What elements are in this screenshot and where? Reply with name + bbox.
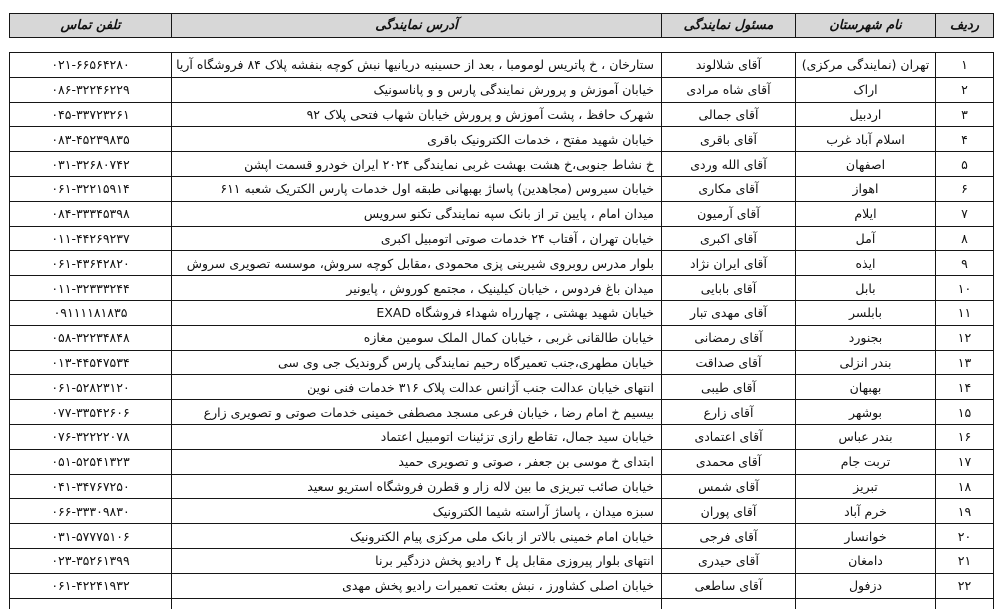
address-cell: ستارخان ، خ پاتریس لومومبا ، بعد از حسینیه دریانیها نبش کوچه بنفشه پلاک ۸۴ فروشگاه آریا xyxy=(172,53,662,78)
empty-cell xyxy=(172,598,662,609)
city-cell: بابلسر xyxy=(796,300,936,325)
table-row xyxy=(10,524,994,549)
city-cell: تربت جام xyxy=(796,449,936,474)
table-row xyxy=(10,226,994,251)
header-address: آدرس نمایندگی xyxy=(172,14,662,38)
address-cell: خیابان تهران ، آفتاب ۲۴ خدمات صوتی اتومبیل اکبری xyxy=(172,226,662,251)
phone-cell xyxy=(10,424,172,449)
phone-cell xyxy=(10,226,172,251)
address-cell: خ نشاط جنوبی،خ هشت بهشت غربی نمایندگی ۲۰۲۴ ایران خودرو قسمت اپشن xyxy=(172,152,662,177)
phone-number: ۰۷۷-۳۳۵۴۲۶۰۶ xyxy=(51,404,130,420)
phone-cell xyxy=(10,176,172,201)
phone-cell xyxy=(10,449,172,474)
row-number-cell: ۲ xyxy=(936,77,994,102)
manager-cell: آقای اعتمادی xyxy=(662,424,796,449)
header-phone: تلفن تماس xyxy=(10,14,172,38)
manager-cell: آقای ایران نژاد xyxy=(662,251,796,276)
row-number-cell: ۱۸ xyxy=(936,474,994,499)
phone-number: ۰۳۱-۵۷۷۷۵۱۰۶ xyxy=(51,528,130,544)
row-number-cell: ۱۰ xyxy=(936,276,994,301)
row-number-cell: ۴ xyxy=(936,127,994,152)
phone-number: ۰۴۵-۳۳۷۲۳۲۶۱ xyxy=(51,106,130,122)
city-cell: بابل xyxy=(796,276,936,301)
row-number-cell: ۱۷ xyxy=(936,449,994,474)
row-number-cell: ۵ xyxy=(936,152,994,177)
manager-cell: آقای زارع xyxy=(662,400,796,425)
address-cell: خیابان امام خمینی بالاتر از بانک ملی مرکزی پیام الکترونیک xyxy=(172,524,662,549)
header-manager: مسئول نمایندگی xyxy=(662,14,796,38)
representatives-table-header xyxy=(9,13,994,38)
table-row xyxy=(10,400,994,425)
empty-cell xyxy=(10,598,172,609)
phone-cell xyxy=(10,300,172,325)
phone-cell xyxy=(10,474,172,499)
phone-number: ۰۹۱۱۱۱۸۱۸۳۵ xyxy=(53,305,128,321)
row-number-cell: ۹ xyxy=(936,251,994,276)
manager-cell: آقای صداقت xyxy=(662,350,796,375)
table-row xyxy=(10,474,994,499)
row-number-cell: ۸ xyxy=(936,226,994,251)
phone-cell xyxy=(10,325,172,350)
phone-number: ۰۱۳-۴۴۵۴۷۵۳۴ xyxy=(51,354,130,370)
address-cell: خیابان مطهری،جنب تعمیرگاه رحیم نمایندگی پارس گروندیک جی وی سی xyxy=(172,350,662,375)
city-cell: اصفهان xyxy=(796,152,936,177)
table-row xyxy=(10,300,994,325)
address-cell: خیابان صائب تبریزی ما بین لاله زار و قطرن فروشگاه استریو سعید xyxy=(172,474,662,499)
table-row xyxy=(10,350,994,375)
phone-number: ۰۵۸-۳۲۲۳۴۸۴۸ xyxy=(51,330,130,346)
phone-number: ۰۶۱-۵۲۸۲۳۱۲۰ xyxy=(51,379,130,395)
table-row xyxy=(10,176,994,201)
manager-cell: آقای طیبی xyxy=(662,375,796,400)
manager-cell: آقای محمدی xyxy=(662,449,796,474)
table-row xyxy=(10,127,994,152)
empty-cell xyxy=(796,598,936,609)
phone-number: ۰۶۱-۴۲۲۴۱۹۳۲ xyxy=(51,578,130,594)
address-cell: بلوار مدرس روبروی شیرینی پزی محمودی ،مقابل کوچه سروش، موسسه تصویری سروش xyxy=(172,251,662,276)
city-cell: خرم آباد xyxy=(796,499,936,524)
manager-cell: آقای آرمیون xyxy=(662,201,796,226)
address-cell: شهرک حافظ ، پشت آموزش و پرورش خیابان شهاب فتحی پلاک ۹۲ xyxy=(172,102,662,127)
phone-number: ۰۸۶-۳۲۲۴۶۲۲۹ xyxy=(51,82,130,98)
city-cell: اسلام آباد غرب xyxy=(796,127,936,152)
manager-cell: آقای شمس xyxy=(662,474,796,499)
header-row-number: ردیف xyxy=(936,14,994,38)
row-number-cell: ۱۱ xyxy=(936,300,994,325)
address-cell: میدان امام ، پایین تر از بانک سپه نمایندگی تکنو سرویس xyxy=(172,201,662,226)
manager-cell: آقای شاه مرادی xyxy=(662,77,796,102)
manager-cell: آقای شلالوند xyxy=(662,53,796,78)
city-cell: تبریز xyxy=(796,474,936,499)
phone-number: ۰۱۱-۴۴۲۶۹۲۳۷ xyxy=(51,230,130,246)
row-number-cell: ۷ xyxy=(936,201,994,226)
city-cell: اردبیل xyxy=(796,102,936,127)
address-cell: خیابان آموزش و پرورش نمایندگی پارس و و پاناسونیک xyxy=(172,77,662,102)
representatives-table xyxy=(9,52,994,609)
header-row xyxy=(10,14,994,38)
manager-cell: آقای اکبری xyxy=(662,226,796,251)
row-number-cell: ۲۱ xyxy=(936,548,994,573)
phone-number: ۰۵۱-۵۲۵۴۱۳۲۳ xyxy=(51,454,130,470)
address-cell: ابتدای خ موسی بن جعفر ، صوتی و تصویری حمید xyxy=(172,449,662,474)
phone-cell xyxy=(10,524,172,549)
address-cell: خیابان طالقانی غربی ، خیابان کمال الملک سومین مغازه xyxy=(172,325,662,350)
row-number-cell: ۱۶ xyxy=(936,424,994,449)
row-number-cell: ۱ xyxy=(936,53,994,78)
phone-number: ۰۶۱-۴۳۶۴۲۸۲۰ xyxy=(51,255,130,271)
phone-number: ۰۱۱-۳۲۳۳۳۲۴۴ xyxy=(51,280,130,296)
manager-cell: آقای مکاری xyxy=(662,176,796,201)
table-row xyxy=(10,201,994,226)
header-city: نام شهرستان xyxy=(796,14,936,38)
manager-cell: آقای پوران xyxy=(662,499,796,524)
table-row xyxy=(10,449,994,474)
address-cell: خیابان سیروس (مجاهدین) پاساژ بهبهانی طبقه اول خدمات پارس الکتریک شعبه ۶۱۱ xyxy=(172,176,662,201)
empty-cell xyxy=(936,598,994,609)
address-cell: خیابان سید جمال، تقاطع رازی تزئینات اتومبیل اعتماد xyxy=(172,424,662,449)
table-body xyxy=(10,53,994,609)
phone-number: ۰۲۱-۶۶۵۶۴۲۸۰ xyxy=(51,57,130,73)
city-cell: بوشهر xyxy=(796,400,936,425)
row-number-cell: ۱۹ xyxy=(936,499,994,524)
city-cell: بندر انزلی xyxy=(796,350,936,375)
city-cell: ایلام xyxy=(796,201,936,226)
empty-cell xyxy=(662,598,796,609)
phone-cell xyxy=(10,53,172,78)
city-cell: اراک xyxy=(796,77,936,102)
phone-number: ۰۷۶-۳۲۲۲۲۰۷۸ xyxy=(51,429,130,445)
manager-cell: آقای فرجی xyxy=(662,524,796,549)
row-number-cell: ۱۵ xyxy=(936,400,994,425)
table-row xyxy=(10,424,994,449)
table-row xyxy=(10,548,994,573)
phone-cell xyxy=(10,127,172,152)
row-number-cell: ۱۴ xyxy=(936,375,994,400)
phone-cell xyxy=(10,201,172,226)
address-cell: سبزه میدان ، پاساژ آراسته شیما الکترونیک xyxy=(172,499,662,524)
manager-cell: آقای الله وردی xyxy=(662,152,796,177)
row-number-cell: ۱۳ xyxy=(936,350,994,375)
phone-cell xyxy=(10,400,172,425)
address-cell: انتهای خیابان عدالت جنب آژانس عدالت پلاک ۳۱۶ خدمات فنی نوین xyxy=(172,375,662,400)
table-row xyxy=(10,152,994,177)
table-row xyxy=(10,77,994,102)
city-cell: دزفول xyxy=(796,573,936,598)
phone-number: ۰۲۳-۳۵۲۶۱۳۹۹ xyxy=(51,553,130,569)
phone-cell xyxy=(10,102,172,127)
manager-cell: آقای حیدری xyxy=(662,548,796,573)
city-cell: خوانسار xyxy=(796,524,936,549)
table-row xyxy=(10,102,994,127)
row-number-cell: ۲۲ xyxy=(936,573,994,598)
phone-cell xyxy=(10,77,172,102)
address-cell: میدان باغ فردوس ، خیابان کیلینیک ، مجتمع کوروش ، پایونیر xyxy=(172,276,662,301)
city-cell: بهبهان xyxy=(796,375,936,400)
address-cell: خیابان اصلی کشاورز ، نبش بعثت تعمیرات رادیو پخش مهدی xyxy=(172,573,662,598)
row-number-cell: ۲۰ xyxy=(936,524,994,549)
table-row xyxy=(10,573,994,598)
phone-cell xyxy=(10,276,172,301)
address-cell: بیسیم خ امام رضا ، خیابان فرعی مسجد مصطفی خمینی خدمات صوتی و تصویری زارع xyxy=(172,400,662,425)
phone-cell xyxy=(10,548,172,573)
manager-cell: آقای ساطعی xyxy=(662,573,796,598)
manager-cell: آقای باقری xyxy=(662,127,796,152)
address-cell: خیابان شهید بهشتی ، چهارراه شهداء فروشگاه EXAD xyxy=(172,300,662,325)
phone-number: ۰۴۱-۳۴۷۶۷۲۵۰ xyxy=(51,478,130,494)
city-cell: دامغان xyxy=(796,548,936,573)
phone-cell xyxy=(10,251,172,276)
phone-number: ۰۶۱-۳۲۲۱۵۹۱۴ xyxy=(51,181,130,197)
clipped-next-row xyxy=(10,598,994,609)
phone-number: ۰۸۳-۴۵۲۳۹۸۳۵ xyxy=(51,131,130,147)
table-row xyxy=(10,499,994,524)
city-cell: اهواز xyxy=(796,176,936,201)
city-cell: ایذه xyxy=(796,251,936,276)
manager-cell: آقای جمالی xyxy=(662,102,796,127)
row-number-cell: ۶ xyxy=(936,176,994,201)
city-cell: آمل xyxy=(796,226,936,251)
city-cell: بجنورد xyxy=(796,325,936,350)
row-number-cell: ۳ xyxy=(936,102,994,127)
city-cell: تهران (نمایندگی مرکزی) xyxy=(796,53,936,78)
phone-cell xyxy=(10,573,172,598)
manager-cell: آقای رمضانی xyxy=(662,325,796,350)
table-row xyxy=(10,325,994,350)
manager-cell: آقای بابایی xyxy=(662,276,796,301)
phone-number: ۰۶۶-۳۳۳۰۹۸۳۰ xyxy=(51,503,130,519)
phone-number: ۰۳۱-۳۲۶۸۰۷۴۲ xyxy=(51,156,130,172)
phone-cell xyxy=(10,152,172,177)
address-cell: خیابان شهید مفتح ، خدمات الکترونیک باقری xyxy=(172,127,662,152)
phone-number: ۰۸۴-۳۳۳۴۵۳۹۸ xyxy=(51,206,130,222)
table-row xyxy=(10,276,994,301)
row-number-cell: ۱۲ xyxy=(936,325,994,350)
manager-cell: آقای مهدی تبار xyxy=(662,300,796,325)
phone-cell xyxy=(10,499,172,524)
table-row xyxy=(10,375,994,400)
phone-cell xyxy=(10,375,172,400)
city-cell: بندر عباس xyxy=(796,424,936,449)
phone-cell xyxy=(10,350,172,375)
address-cell: انتهای بلوار پیروزی مقابل پل ۴ رادیو پخش دزدگیر برنا xyxy=(172,548,662,573)
table-row xyxy=(10,53,994,78)
table-row xyxy=(10,251,994,276)
